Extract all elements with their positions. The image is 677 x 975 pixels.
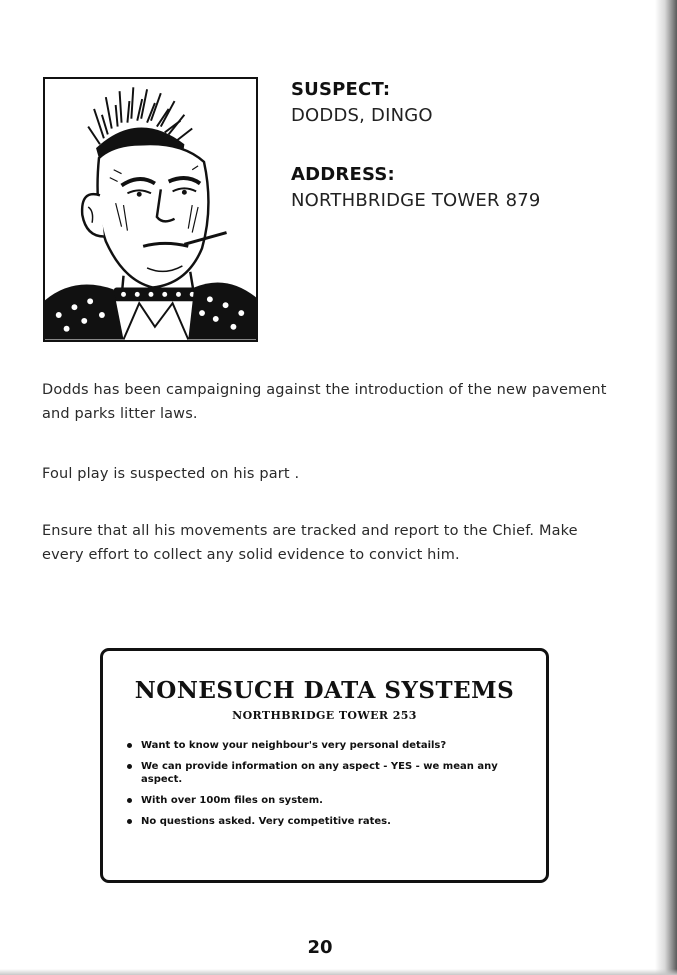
advert-bullet-text: No questions asked. Very competitive rates. bbox=[141, 816, 391, 827]
page-bottom-edge bbox=[0, 969, 677, 975]
advert-bullet-text: With over 100m files on system. bbox=[141, 795, 323, 806]
list-item bbox=[127, 739, 537, 752]
suspect-portrait bbox=[43, 77, 258, 342]
advertisement-box bbox=[100, 648, 549, 883]
page-number: 20 bbox=[307, 937, 333, 958]
advert-title: NONESUCH DATA SYSTEMS bbox=[134, 677, 515, 704]
address-value: NORTHBRIDGE TOWER 879 bbox=[291, 190, 541, 211]
suspect-label: SUSPECT: bbox=[291, 79, 391, 100]
bullet-icon bbox=[127, 764, 132, 769]
suspect-name: DODDS, DINGO bbox=[291, 105, 433, 126]
bullet-icon bbox=[127, 798, 132, 803]
suspect-mugshot-icon bbox=[45, 79, 256, 340]
list-item bbox=[127, 794, 537, 807]
briefing-paragraph-1: Dodds has been campaigning against the introduction of the new pavement and parks litter laws. bbox=[42, 382, 607, 422]
briefing-paragraph-3: Ensure that all his movements are tracked and report to the Chief. Make every effort to collect any solid evidence to convict him. bbox=[42, 523, 578, 563]
advert-bullet-list bbox=[127, 739, 537, 836]
advert-subtitle: NORTHBRIDGE TOWER 253 bbox=[232, 709, 417, 722]
list-item bbox=[127, 815, 537, 828]
address-label: ADDRESS: bbox=[291, 164, 395, 185]
briefing-paragraph-2: Foul play is suspected on his part . bbox=[42, 466, 300, 482]
list-item bbox=[127, 760, 531, 786]
bullet-icon bbox=[127, 819, 132, 824]
advert-bullet-text: Want to know your neighbour's very personal details? bbox=[141, 740, 447, 751]
advert-bullet-text: We can provide information on any aspect - YES - we mean any aspect. bbox=[141, 761, 498, 785]
bullet-icon bbox=[127, 743, 132, 748]
page-gutter-shadow bbox=[655, 0, 677, 975]
